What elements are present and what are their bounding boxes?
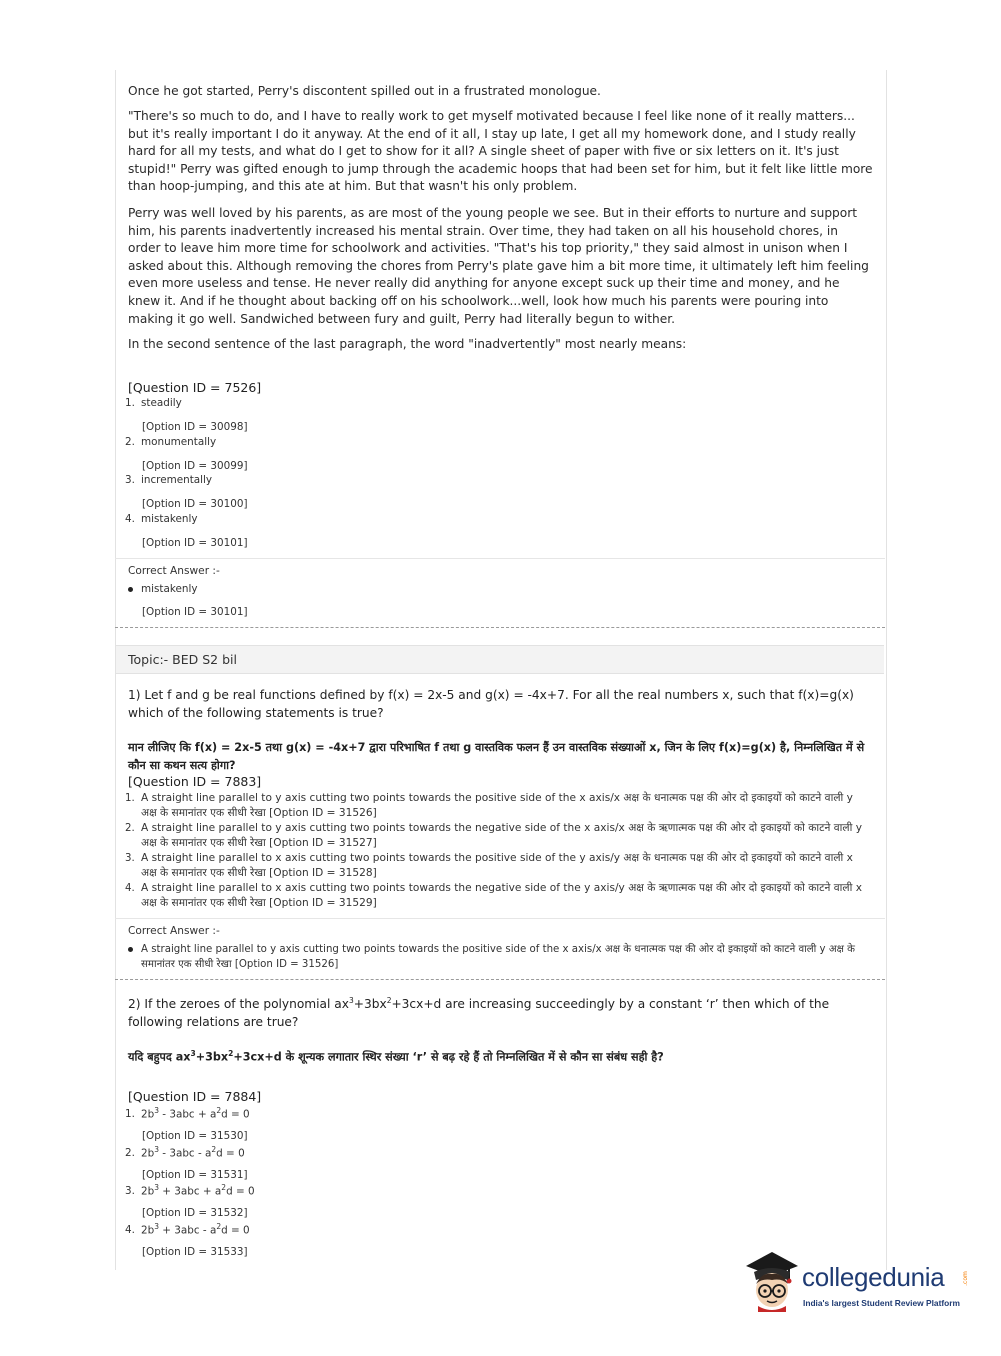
- bullet-icon: [128, 587, 133, 592]
- question-2-english: [128, 992, 878, 1031]
- option-2[interactable]: [125, 821, 865, 851]
- option-2[interactable]: [125, 1145, 245, 1159]
- section-divider: [115, 918, 885, 919]
- option-3[interactable]: [125, 474, 212, 486]
- option-text: + 3abc - a: [159, 1224, 217, 1237]
- option-1[interactable]: [125, 791, 865, 821]
- option-3[interactable]: [125, 1183, 255, 1197]
- passage-question: In the second sentence of the last paragraph, the word "inadvertently" most nearly means:: [128, 337, 687, 351]
- question-2-hindi: [128, 1045, 878, 1067]
- option-id: [Option ID = 30098]: [142, 421, 248, 433]
- superscript: 2: [216, 1106, 222, 1115]
- brand-tagline: India's largest Student Review Platform: [803, 1298, 960, 1308]
- option-text: A straight line parallel to y axis cutting two points towards the negative side of the x axis/x अक्ष के ऋणात्मक पक्ष की ओर दो इकाइयों को काटने वाली y अक्ष के समानांतर एक सीधी रेखा [Option ID = 31527]: [141, 822, 862, 849]
- superscript: 2: [386, 996, 392, 1005]
- option-number: 4.: [125, 1224, 135, 1237]
- bullet-icon: [128, 947, 133, 952]
- option-text: - 3abc - a: [159, 1147, 212, 1160]
- option-number: 2.: [125, 823, 135, 834]
- dashed-divider: [115, 979, 885, 980]
- q2-text-part: 2) If the zeroes of the polynomial ax: [128, 997, 349, 1012]
- dashed-divider: [115, 627, 885, 628]
- superscript: 2: [211, 1145, 217, 1154]
- question-1-english: 1) Let f and g be real functions defined by f(x) = 2x-5 and g(x) = -4x+7. For all the real numbers x, such that f(x)=g(x) which of the following statements is true?: [128, 688, 854, 720]
- section-divider: [115, 558, 885, 559]
- option-4[interactable]: [125, 1222, 250, 1236]
- option-id: [Option ID = 30101]: [142, 537, 248, 549]
- option-text: d = 0: [221, 1224, 250, 1237]
- option-number: 2.: [125, 436, 135, 448]
- option-id: [Option ID = 30100]: [142, 498, 248, 510]
- option-number: 4.: [125, 883, 135, 894]
- option-text: A straight line parallel to y axis cutting two points towards the positive side of the x axis/x अक्ष के धनात्मक पक्ष की ओर दो इकाइयों को काटने वाली y अक्ष के समानांतर एक सीधी रेखा [Option ID = 31526]: [141, 792, 853, 819]
- superscript: 3: [154, 1106, 159, 1115]
- option-id: [Option ID = 31532]: [142, 1207, 248, 1219]
- q2-text-part: यदि बहुपद ax: [128, 1050, 191, 1064]
- option-number: 2.: [125, 1147, 135, 1160]
- option-number: 3.: [125, 853, 135, 864]
- question-id: [Question ID = 7526]: [128, 380, 262, 395]
- superscript: 3: [154, 1145, 159, 1154]
- passage-paragraph-1: Once he got started, Perry's discontent spilled out in a frustrated monologue.: [128, 84, 601, 98]
- correct-answer-text: A straight line parallel to y axis cutting two points towards the positive side of the x axis/x अक्ष के धनात्मक पक्ष की ओर दो इकाइयों को काटने वाली y अक्ष के समानांतर एक सीधी रेखा [Option ID = 31526]: [141, 944, 855, 970]
- option-number: 3.: [125, 1185, 135, 1198]
- brand-name: collegedunia: [802, 1262, 945, 1292]
- option-text: mistakenly: [141, 513, 198, 525]
- option-text: monumentally: [141, 436, 217, 448]
- option-1[interactable]: [125, 1106, 250, 1120]
- option-number: 3.: [125, 474, 135, 486]
- question-id: [Question ID = 7884]: [128, 1089, 262, 1104]
- option-text: 2b: [141, 1108, 155, 1121]
- correct-answer-label: Correct Answer :-: [128, 565, 220, 577]
- option-3[interactable]: [125, 851, 865, 881]
- option-number: 4.: [125, 513, 135, 525]
- question-id: [Question ID = 7883]: [128, 774, 262, 789]
- option-1[interactable]: [125, 397, 182, 409]
- topic-label: Topic:- BED S2 bil: [128, 652, 237, 667]
- superscript: 3: [154, 1222, 159, 1231]
- superscript: 3: [348, 996, 354, 1005]
- option-text: d = 0: [221, 1108, 250, 1121]
- option-id: [Option ID = 31531]: [142, 1169, 248, 1181]
- option-text: - 3abc + a: [159, 1108, 217, 1121]
- passage-paragraph-3: Perry was well loved by his parents, as are most of the young people we see. But in their efforts to nurture and support him, his parents inadvertently increased his mental strain. Over time, they had taken on all his household chores, in order to leave him more time for schoolwork and activities. "That's his top priority," they said almost in unison when I asked about this. Although removing the chores from Perry's plate gave him a bit more time, it ultimately left him feeling even more useless and tense. He never really did anything for anyone except suck up their time and money, and he knew it. And if he thought about backing off on his schoolwork...well, look how much his parents were pouring into making it go well. Sandwiched between fury and guilt, Perry had literally begun to wither.: [128, 206, 869, 326]
- q2-text-part: +3cx+d are increasing succeedingly by a constant ‘r’ then which of the following relations are true?: [128, 997, 830, 1030]
- option-4[interactable]: [125, 513, 198, 525]
- option-4[interactable]: [125, 881, 865, 911]
- option-id: [Option ID = 31530]: [142, 1130, 248, 1142]
- correct-answer: [125, 942, 865, 972]
- q2-text-part: +3bx: [195, 1050, 229, 1064]
- option-number: 1.: [125, 793, 135, 804]
- superscript: 2: [221, 1183, 227, 1192]
- option-text: + 3abc + a: [159, 1185, 222, 1198]
- question-1-hindi: मान लीजिए कि f(x) = 2x-5 तथा g(x) = -4x+7 द्वारा परिभाषित f तथा g वास्तविक फलन हैं उन वास्तविक संख्याओं x, जिन के लिए f(x)=g(x) है, निम्नलिखित में से कौन सा कथन सत्य होगा?: [128, 741, 865, 772]
- option-2[interactable]: [125, 436, 216, 448]
- correct-option-id: [Option ID = 30101]: [142, 606, 248, 618]
- option-id: [Option ID = 31533]: [142, 1246, 248, 1258]
- superscript: 2: [216, 1222, 222, 1231]
- q2-text-part: +3bx: [353, 997, 387, 1012]
- superscript: 3: [190, 1049, 196, 1058]
- superscript: 3: [154, 1183, 159, 1192]
- option-text: 2b: [141, 1224, 155, 1237]
- brand-dotcom: .com: [961, 1271, 969, 1286]
- option-text: 2b: [141, 1147, 155, 1160]
- correct-answer-text: mistakenly: [141, 583, 198, 595]
- passage-paragraph-2: "There's so much to do, and I have to really work to get myself motivated because I feel like none of it really matters... but it's really important I do it anyway. At the end of it all, I stay up late, I get all my homework done, and I study really hard for all my tests, and what do I get to show for it all? A single sheet of paper with five or six letters on it. It's just stupid!" Perry was gifted enough to jump through the academic hoops that had been set for him, but it felt like little more than hoop-jumping, and this ate at him. But that wasn't his only problem.: [128, 109, 873, 194]
- topic-bar: [116, 645, 884, 674]
- option-text: A straight line parallel to x axis cutting two points towards the positive side of the y axis/y अक्ष के धनात्मक पक्ष की ओर दो इकाइयों को काटने वाली x अक्ष के समानांतर एक सीधी रेखा [Option ID = 31528]: [141, 852, 853, 879]
- option-text: d = 0: [216, 1147, 245, 1160]
- option-text: steadily: [141, 397, 182, 409]
- option-number: 1.: [125, 397, 135, 409]
- correct-answer: [128, 583, 198, 595]
- correct-answer-label: Correct Answer :-: [128, 925, 220, 937]
- option-text: 2b: [141, 1185, 155, 1198]
- option-number: 1.: [125, 1108, 135, 1121]
- option-id: [Option ID = 30099]: [142, 460, 248, 472]
- superscript: 2: [228, 1049, 234, 1058]
- option-text: d = 0: [226, 1185, 255, 1198]
- mascot-logo-icon: [742, 1250, 802, 1316]
- option-text: A straight line parallel to x axis cutting two points towards the negative side of the y axis/y अक्ष के ऋणात्मक पक्ष की ओर दो इकाइयों को काटने वाली x अक्ष के समानांतर एक सीधी रेखा [Option ID = 31529]: [141, 882, 862, 909]
- option-text: incrementally: [141, 474, 213, 486]
- q2-text-part: +3cx+d के शून्यक लगातार स्थिर संख्या ‘r’ से बढ़ रहे हैं तो निम्नलिखित में से कौन सा संबंध सही है?: [233, 1050, 664, 1064]
